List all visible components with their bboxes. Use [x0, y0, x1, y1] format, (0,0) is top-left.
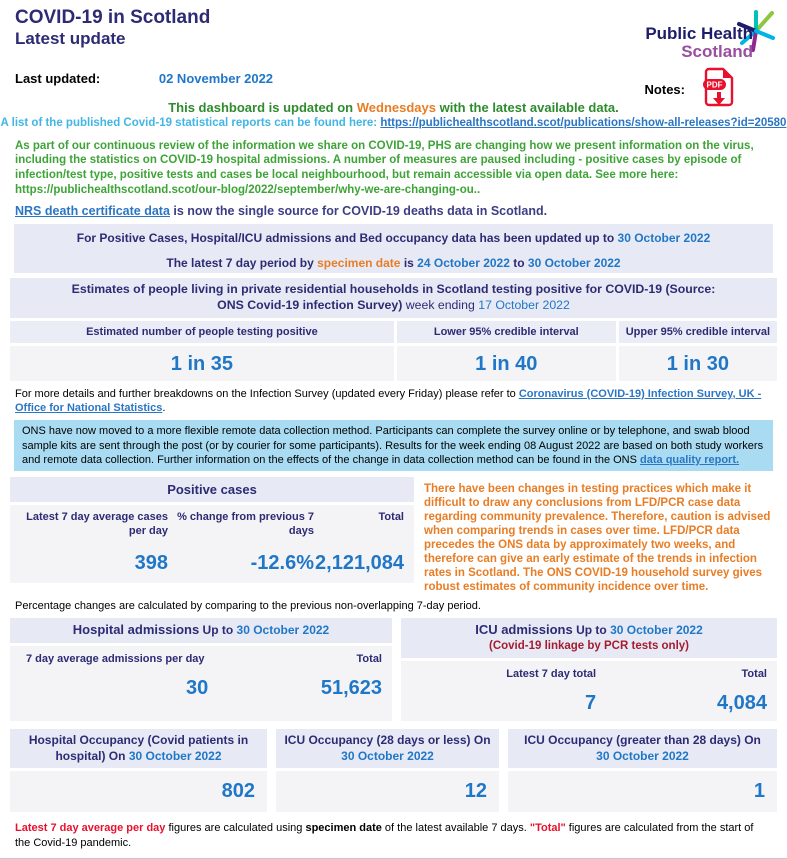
nrs-line [15, 204, 772, 218]
icu-occupancy-28more-value: 1 [508, 771, 777, 812]
pdf-download-icon[interactable] [701, 66, 737, 108]
nrs-link[interactable]: NRS death certificate data [15, 204, 170, 219]
footer-seg2: figures are calculated using [165, 822, 306, 835]
update-box-line1-date: 30 October 2022 [617, 231, 711, 246]
notes-label: Notes: [644, 82, 685, 97]
hospital-occupancy-title [10, 729, 267, 768]
reports-link[interactable]: https://publichealthscotland.scot/publications/show-all-releases?id=20580 [380, 116, 787, 129]
icu-admissions-label: ICU admissions [475, 622, 573, 638]
icu-occupancy-28more-on: On [740, 733, 761, 748]
icu-admissions-date: 30 October 2022 [610, 623, 703, 638]
hospital-occupancy-date: 30 October 2022 [128, 748, 222, 763]
icu-occupancy-28more-title [508, 729, 777, 768]
icu-occupancy-28less-title [276, 729, 499, 768]
hospital-admissions-title [10, 618, 392, 643]
svg-text:PDF: PDF [706, 80, 723, 90]
update-box-line1-text: For Positive Cases, Hospital/ICU admissions and Bed occupancy data has been updated up to [76, 231, 618, 246]
hosp-col2-label: Total [356, 653, 382, 666]
footer-seg4: of the latest available 7 days. [381, 822, 530, 835]
page-title: COVID-19 in Scotland [15, 7, 211, 28]
icu-admissions-upto: Up to [572, 623, 611, 638]
update-notice-pre: This dashboard is updated on [168, 99, 357, 115]
footer-total-label: "Total" [529, 822, 566, 835]
reports-line [0, 117, 787, 129]
reports-line-pre: A list of the published Covid-19 statistical reports can be found here: [0, 116, 381, 129]
pc-col2-label: % change from previous 7 days [177, 511, 314, 537]
icu-occupancy-28more-label: ICU Occupancy (greater than 28 days) [524, 733, 741, 748]
data-quality-report-link[interactable]: data quality report. [640, 453, 740, 466]
icu-admissions-title [401, 618, 777, 658]
hospital-admissions-card [10, 618, 392, 721]
hospital-admissions-label: Hospital admissions [72, 622, 200, 638]
ons-value-row [10, 346, 777, 381]
ons-survey-link[interactable]: Coronavirus (COVID-19) Infection Survey, UK - Office for National Statistics [15, 387, 762, 414]
hosp-total-value: 51,623 [320, 677, 382, 700]
icu-total-value: 4,084 [716, 692, 767, 715]
icu-admissions-table [401, 661, 777, 721]
logo-text-scotland: Scotland [681, 42, 753, 61]
ons-value-upper: 1 in 30 [619, 346, 777, 381]
ons-value-estimate: 1 in 35 [10, 346, 394, 381]
hospital-admissions-upto: Up to [199, 623, 237, 638]
pc-avg-cases-value: 398 [134, 552, 168, 574]
ons-col-header-lower: Lower 95% credible interval [397, 321, 616, 343]
hospital-admissions-header-row [20, 653, 382, 665]
hospital-admissions-value-row [20, 677, 382, 700]
ons-method-text: ONS have now moved to a more flexible remote data collection method. Participants can complete the survey online or by telephone, and swab blood sample kits are sent through the post (or by courier for some participants). Results for the week ending 08 August 2022 are based on both study workers and remote data collection. Further information on the effects of the change in data collection method can be found in the ONS [22, 425, 764, 466]
ons-title-date: 17 October 2022 [478, 298, 570, 313]
ons-details-pre: For more details and further breakdowns on the Infection Survey (updated every Friday) please refer to [15, 387, 519, 400]
footer-seg6: figures are calculated from the start of the Covid-19 pandemic. [15, 822, 754, 849]
update-box-line2-mid: is [400, 256, 418, 271]
update-box-line2 [24, 256, 763, 270]
dashboard-update-notice [0, 100, 787, 115]
positive-cases-header-row [20, 511, 404, 538]
hospital-occupancy-on: On [105, 748, 129, 763]
icu-col2-label: Total [741, 668, 767, 681]
pc-pct-change-value: -12.6% [250, 552, 314, 574]
last-updated-label: Last updated: [15, 70, 101, 86]
update-box-line1 [24, 231, 763, 245]
update-notice-day: Wednesdays [356, 99, 436, 115]
positive-cases-title: Positive cases [10, 477, 414, 502]
admissions-row [10, 618, 777, 721]
update-box-line2-to: to [509, 256, 528, 271]
hosp-avg-value: 30 [185, 677, 209, 700]
ons-title-weekending: week ending [402, 298, 479, 313]
ons-col-header-upper: Upper 95% credible interval [619, 321, 777, 343]
pc-col1-label: Latest 7 day average cases per day [26, 511, 168, 537]
hospital-admissions-table [10, 646, 392, 721]
percentage-footnote: Percentage changes are calculated by comparing to the previous non-overlapping 7-day period. [15, 600, 481, 613]
icu-7day-value: 7 [584, 692, 597, 715]
testing-practices-note: There have been changes in testing practices which make it difficult to draw any conclusions from LFD/PCR case data regarding community prevalence. Therefore, caution is advised when comparing trends in cases over time. LFD/PCR data precedes the ONS data by approximately two weeks, and therefore can give an early estimate of the trends in infection rates in Scotland. The ONS COVID-19 household survey gives robust estimates of community incidence over time. [424, 483, 771, 594]
specimen-date-label: specimen date [317, 256, 401, 271]
ons-value-lower: 1 in 40 [397, 346, 616, 381]
icu-col1-label: Latest 7 day total [506, 668, 597, 681]
hospital-occupancy-value: 802 [10, 771, 267, 812]
update-box-line2-date2: 30 October 2022 [527, 256, 621, 271]
icu-admissions-card [401, 618, 777, 721]
ons-details-line [15, 387, 771, 416]
footer-latest7day-label: Latest 7 day average per day [15, 822, 166, 835]
icu-occupancy-28more-date: 30 October 2022 [596, 748, 689, 763]
icu-occupancy-28less-label: ICU Occupancy (28 days or less) [284, 733, 471, 748]
positive-cases-table [10, 505, 414, 583]
ons-title-main: Estimates of people living in private residential households in Scotland testing positive for COVID-19 (Source: ONS Covid-19 infection Survey) [71, 282, 716, 313]
ons-col-header-estimate: Estimated number of people testing positive [10, 321, 394, 343]
positive-cases-card [10, 477, 414, 594]
update-notice-post: with the latest available data. [435, 99, 619, 115]
update-box-line2-pre: The latest 7 day period by [166, 256, 318, 271]
data-update-box [14, 224, 773, 273]
icu-occupancy-28less-on: On [470, 733, 491, 748]
ons-details-post: . [162, 402, 166, 414]
covid-dashboard [0, 7, 787, 849]
pc-total-value: 2,121,084 [315, 552, 404, 574]
ons-header-row [10, 321, 777, 343]
nrs-line-text: is now the single source for COVID-19 deaths data in Scotland. [169, 204, 548, 219]
last-updated-value: 02 November 2022 [158, 70, 274, 86]
hosp-col1-label: 7 day average admissions per day [26, 653, 205, 666]
footer-note [15, 821, 771, 850]
positive-cases-value-row [20, 552, 404, 575]
icu-occupancy-28less-value: 12 [276, 771, 499, 812]
hospital-admissions-date: 30 October 2022 [236, 623, 330, 638]
ons-method-note [14, 420, 773, 471]
icu-admissions-header-row [411, 668, 767, 680]
update-box-line2-date1: 24 October 2022 [417, 256, 510, 271]
pc-col3-label: Total [378, 511, 404, 524]
icu-admissions-value-row [411, 692, 767, 715]
page-subtitle: Latest update [15, 28, 126, 48]
positive-cases-row [10, 477, 777, 594]
ons-section-title [10, 278, 777, 317]
review-paragraph: As part of our continuous review of the information we share on COVID-19, PHS are changing how we present information on the virus, including the statistics on COVID-19 hospital admissions. A number of measures are paused including - positive cases by episode of infection/test type, positive tests and cases be local neighbourhood, but remain accessible via open data. See more here: https://publichealthscotland.scot/our-blog/2022/september/why-we-are-changing-ou.. [15, 139, 754, 196]
icu-occupancy-28less-date: 30 October 2022 [341, 748, 434, 763]
logo-text-public-health: Public Health [645, 24, 753, 43]
hospital-occupancy-label: Hospital Occupancy (Covid patients in hospital) [28, 733, 249, 763]
phs-logo [607, 12, 777, 68]
footer-specimen-date: specimen date [305, 822, 382, 835]
icu-admissions-subtitle: (Covid-19 linkage by PCR tests only) [488, 640, 689, 653]
